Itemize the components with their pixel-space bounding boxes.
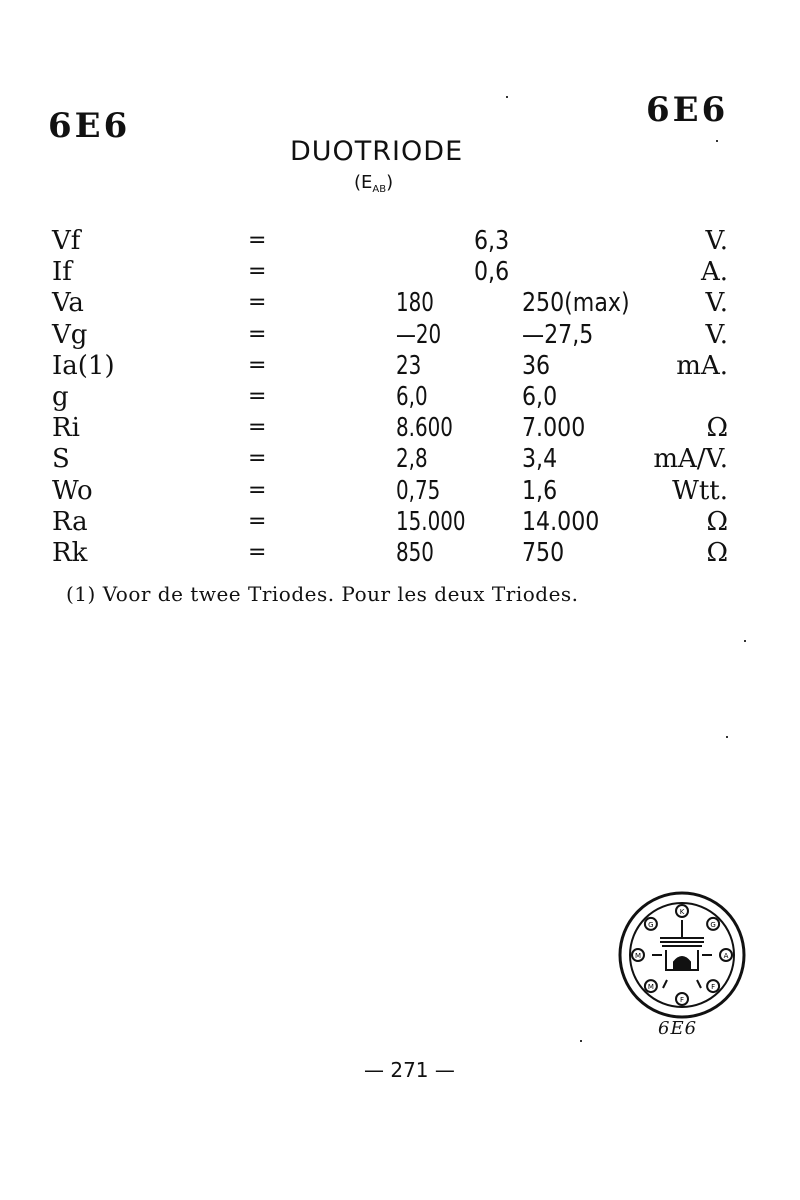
spec-value-1: 23	[396, 350, 422, 381]
diagram-label: 6E6	[658, 1018, 698, 1039]
spec-value-1: 180	[396, 288, 434, 319]
spec-value-2: 750	[522, 538, 565, 568]
spec-row	[0, 288, 800, 320]
subtitle-close: )	[386, 172, 394, 193]
print-speck	[744, 640, 746, 642]
spec-unit: mA.	[676, 350, 728, 381]
spec-equals: =	[248, 477, 267, 503]
page-subtitle	[354, 172, 393, 195]
spec-value-2: 250(max)	[522, 288, 630, 319]
subtitle-main: (E	[354, 172, 373, 193]
spec-value-2: 36	[522, 350, 551, 381]
print-speck	[726, 736, 728, 738]
spec-value-1: 15.000	[396, 506, 466, 537]
spec-row	[0, 226, 800, 258]
spec-symbol: Ri	[52, 413, 80, 444]
base-pin-label: A	[723, 952, 729, 960]
tube-code-right: 6E6	[646, 90, 729, 130]
spec-symbol: S	[52, 444, 70, 475]
spec-row	[0, 257, 800, 289]
spec-value-1: 850	[396, 538, 434, 568]
base-pin-label: G	[710, 920, 716, 929]
spec-unit: A.	[700, 257, 728, 288]
spec-symbol: Vf	[52, 226, 81, 256]
spec-unit: Ω	[706, 413, 728, 444]
spec-equals: =	[248, 352, 267, 378]
spec-symbol: Vg	[52, 319, 88, 350]
spec-equals: =	[248, 259, 267, 285]
spec-symbol: If	[52, 257, 72, 288]
spec-unit: mA/V.	[653, 444, 728, 475]
base-pin-label: M	[634, 952, 642, 960]
page-title: DUOTRIODE	[290, 136, 464, 167]
base-pin-label: G	[648, 920, 654, 929]
spec-row	[0, 507, 800, 539]
footnote: (1) Voor de twee Triodes. Pour les deux Triodes.	[66, 582, 579, 606]
spec-unit: V.	[705, 226, 728, 256]
spec-value: 6,3	[474, 226, 510, 256]
spec-value-1: 8.600	[396, 413, 453, 444]
spec-row	[0, 413, 800, 445]
spec-value-1: 0,75	[396, 475, 441, 506]
spec-symbol: Rk	[52, 538, 88, 568]
spec-row	[0, 382, 800, 414]
spec-symbol: Va	[52, 288, 84, 319]
spec-value-1: 6,0	[396, 382, 428, 412]
spec-equals: =	[248, 415, 267, 441]
spec-equals: =	[248, 290, 267, 316]
spec-row	[0, 351, 800, 383]
spec-symbol: g	[52, 382, 69, 412]
spec-value-2: 7.000	[522, 413, 586, 444]
spec-value: 0,6	[474, 257, 510, 288]
tube-base-diagram	[612, 880, 752, 1030]
spec-unit: V.	[705, 319, 728, 350]
print-speck	[716, 140, 718, 142]
subtitle-subscript: AB	[372, 184, 387, 195]
spec-equals: =	[248, 446, 267, 472]
spec-unit: Ω	[706, 538, 728, 568]
print-speck	[506, 96, 508, 98]
spec-equals: =	[248, 228, 267, 253]
spec-symbol: Wo	[52, 475, 93, 506]
spec-unit: Wtt.	[672, 475, 728, 506]
spec-equals: =	[248, 508, 267, 534]
spec-equals: =	[248, 321, 267, 347]
spec-value-1: —20	[396, 319, 442, 350]
page-number: — 271 —	[364, 1058, 455, 1082]
base-pin-label: M	[647, 983, 654, 992]
spec-row	[0, 476, 800, 508]
spec-value-1: 2,8	[396, 444, 428, 475]
spec-value-2: —27,5	[522, 319, 594, 350]
spec-value-2: 1,6	[522, 475, 558, 506]
spec-row	[0, 320, 800, 352]
spec-unit: Ω	[706, 506, 728, 537]
base-pin-label: K	[679, 908, 685, 916]
print-speck	[580, 1040, 582, 1042]
tube-code-left: 6E6	[48, 106, 131, 146]
spec-equals: =	[248, 384, 267, 409]
spec-equals: =	[248, 540, 267, 565]
spec-value-2: 14.000	[522, 506, 600, 537]
spec-symbol: Ra	[52, 506, 88, 537]
spec-value-2: 3,4	[522, 444, 558, 475]
spec-unit: V.	[705, 288, 728, 319]
spec-row	[0, 538, 800, 570]
base-pin-label: F	[679, 996, 685, 1004]
base-pin-label: F	[711, 983, 716, 992]
spec-value-2: 6,0	[522, 382, 558, 412]
spec-symbol: Ia(1)	[52, 350, 115, 381]
spec-row	[0, 444, 800, 476]
